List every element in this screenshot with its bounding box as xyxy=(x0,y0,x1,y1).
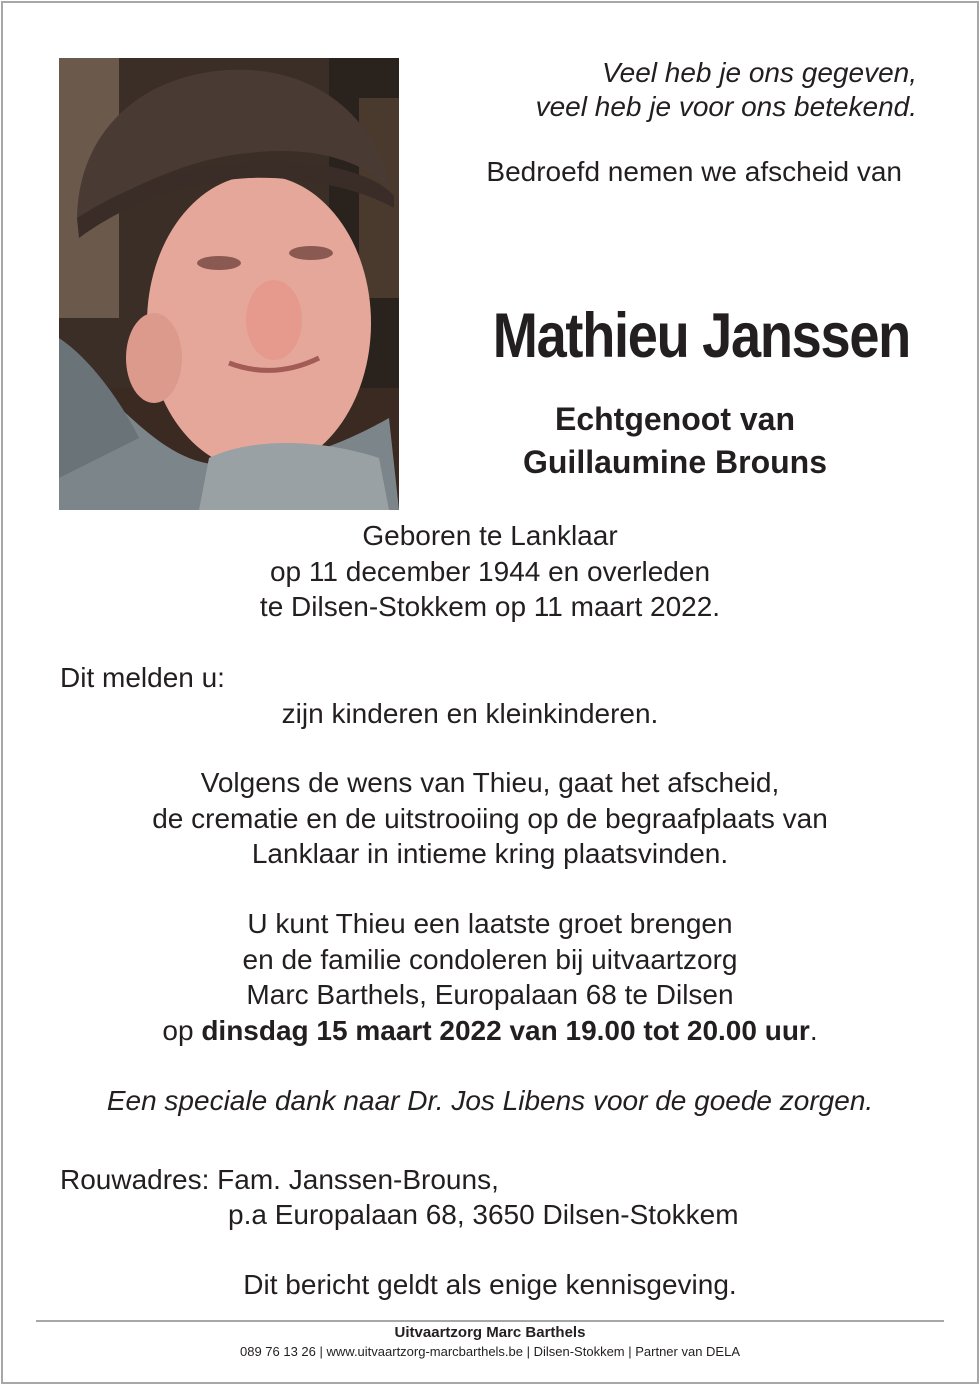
birth-line-2: op 11 december 1944 en overleden xyxy=(269,555,711,587)
announcers-value: zijn kinderen en kleinkinderen. xyxy=(281,698,659,729)
wishes-line-1: Volgens de wens van Thieu, gaat het afscheid, xyxy=(200,767,780,798)
visit-suffix: . xyxy=(809,1014,818,1046)
intro-text: Bedroefd nemen we afscheid van xyxy=(486,156,902,187)
deceased-name: Mathieu Janssen xyxy=(492,301,910,371)
footer-company: Uitvaartzorg Marc Barthels xyxy=(394,1324,586,1341)
footer-divider xyxy=(36,1320,944,1322)
mourning-address-line-2: p.a Europalaan 68, 3650 Dilsen-Stokkem xyxy=(228,1199,739,1230)
visit-line-2: en de familie condoleren bij uitvaartzorg xyxy=(242,943,738,975)
spouse-line-2: Guillaumine Brouns xyxy=(522,444,828,480)
announcers-label: Dit melden u: xyxy=(60,662,225,693)
visit-line-3: Marc Barthels, Europalaan 68 te Dilsen xyxy=(246,979,734,1010)
opening-poem xyxy=(420,56,917,124)
wishes-line-2: de crematie en de uitstrooiing op de begraafplaats van xyxy=(152,802,828,834)
spouse-line-1: Echtgenoot van xyxy=(554,401,795,437)
visit-datetime: dinsdag 15 maart 2022 van 19.00 tot 20.00 uur xyxy=(201,1014,810,1046)
poem-line-2: veel heb je voor ons betekend. xyxy=(535,91,917,122)
portrait-photo xyxy=(59,58,399,510)
footer-contact-info: 089 76 13 26 | www.uitvaartzorg-marcbarthels.be | Dilsen-Stokkem | Partner van DELA xyxy=(239,1344,741,1359)
thanks-text: Een speciale dank naar Dr. Jos Libens voor de goede zorgen. xyxy=(106,1085,874,1116)
visitation-details xyxy=(0,906,980,1048)
funeral-wishes xyxy=(0,765,980,872)
mourning-address-line-1: Rouwadres: Fam. Janssen-Brouns, xyxy=(60,1164,499,1195)
visit-line-4 xyxy=(0,1013,980,1049)
visit-line-1: U kunt Thieu een laatste groet brengen xyxy=(247,908,733,939)
poem-line-1: Veel heb je ons gegeven, xyxy=(602,57,917,88)
wishes-line-3: Lanklaar in intieme kring plaatsvinden. xyxy=(251,838,729,869)
visit-prefix: op xyxy=(162,1014,202,1046)
birth-line-1: Geboren te Lanklaar xyxy=(362,520,618,551)
spouse-info xyxy=(460,398,890,484)
birth-death-details xyxy=(0,518,980,625)
notice-text: Dit bericht geldt als enige kennisgeving. xyxy=(243,1269,737,1300)
birth-line-3: te Dilsen-Stokkem op 11 maart 2022. xyxy=(259,591,721,622)
